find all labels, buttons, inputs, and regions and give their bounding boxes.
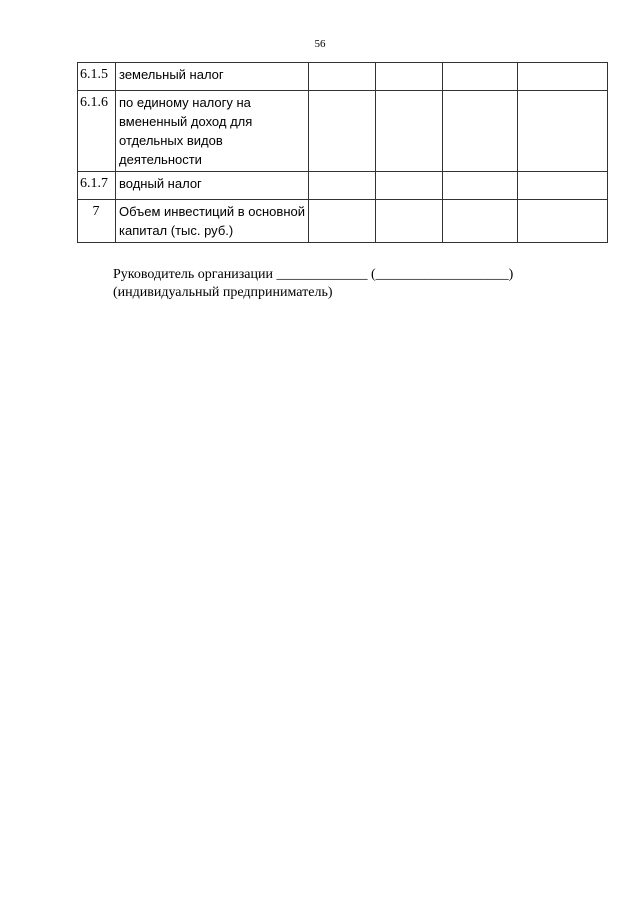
value-cell	[309, 91, 376, 172]
value-cell	[376, 63, 443, 91]
signature-line: Руководитель организации _____________ (___________________)	[113, 267, 514, 282]
value-cell	[518, 91, 608, 172]
value-cell	[443, 172, 518, 200]
value-cell	[309, 172, 376, 200]
table-row	[78, 91, 608, 172]
value-cell	[518, 63, 608, 91]
value-cell	[376, 172, 443, 200]
value-cell	[376, 91, 443, 172]
row-number: 7	[78, 200, 116, 243]
value-cell	[309, 200, 376, 243]
table-row	[78, 63, 608, 91]
value-cell	[309, 63, 376, 91]
value-cell	[376, 200, 443, 243]
row-label: по единому налогу на вмененный доход для отдельных видов деятельности	[116, 91, 309, 172]
value-cell	[518, 172, 608, 200]
row-number: 6.1.6	[78, 91, 116, 172]
row-number: 6.1.7	[78, 172, 116, 200]
row-label: Объем инвестиций в основной капитал (тыс. руб.)	[116, 200, 309, 243]
value-cell	[443, 63, 518, 91]
value-cell	[443, 91, 518, 172]
row-label: водный налог	[116, 172, 309, 200]
value-cell	[518, 200, 608, 243]
page-number: 56	[314, 38, 326, 50]
row-label: земельный налог	[116, 63, 309, 91]
signature-block	[113, 266, 513, 302]
row-number: 6.1.5	[78, 63, 116, 91]
signature-caption: (индивидуальный предприниматель)	[113, 285, 333, 300]
table-row	[78, 172, 608, 200]
table-row	[78, 200, 608, 243]
value-cell	[443, 200, 518, 243]
data-table	[77, 62, 608, 243]
